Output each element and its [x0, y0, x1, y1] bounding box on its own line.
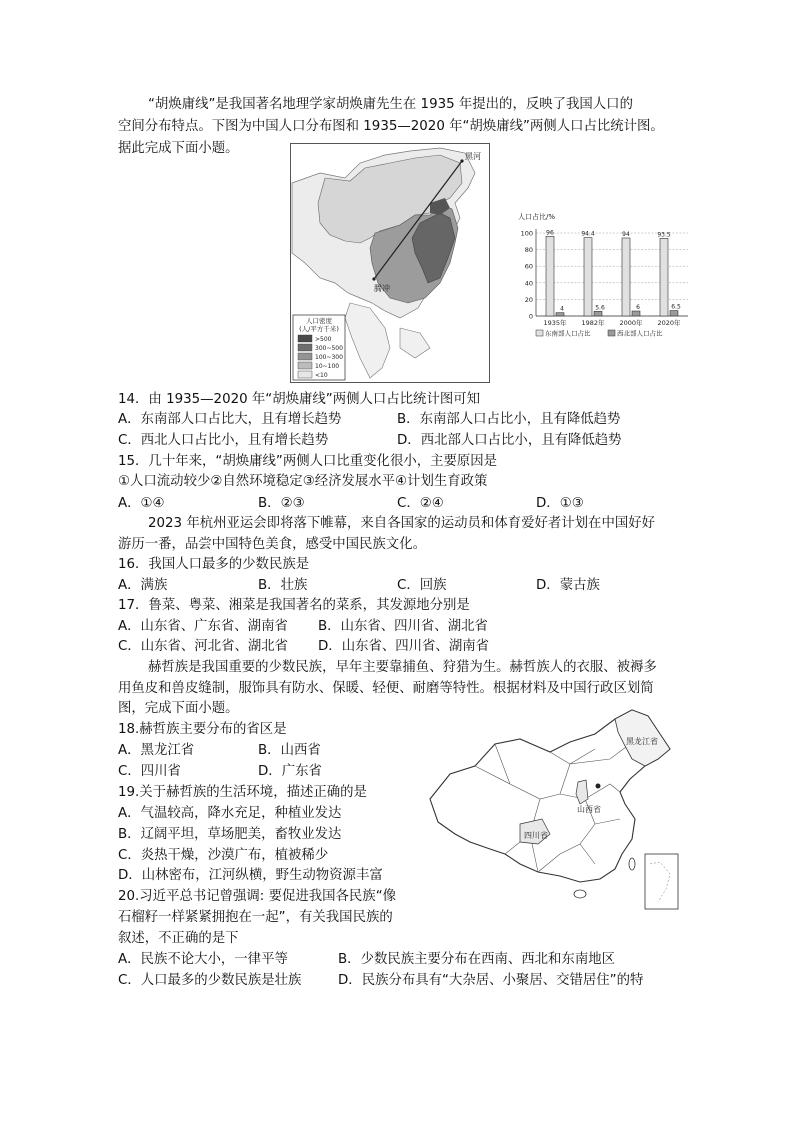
south-china-sea-inset: [645, 854, 678, 909]
legend-swatch: [298, 335, 312, 342]
legend-label: <10: [315, 372, 328, 379]
legend-swatch-southeast: [536, 330, 543, 336]
intro-line-2: 空间分布特点。下图为中国人口分布图和 1935—2020 年“胡焕庸线”两侧人口占比统计图。: [118, 119, 664, 134]
y-tick-label: 80: [524, 246, 533, 255]
x-tick-label: 2000年: [619, 319, 643, 327]
q15-stem: 15．几十年来，“胡焕庸线”两侧人口比重变化很小，主要原因是: [118, 454, 498, 469]
bar-northwest: [594, 311, 602, 316]
q19-option-d[interactable]: D．山林密布，江河纵横，野生动物资源丰富: [118, 868, 383, 883]
hainan-island: [574, 890, 586, 898]
legend-swatch: [298, 353, 312, 360]
bar-northwest: [670, 311, 678, 316]
q16-option-b[interactable]: B．壮族: [258, 578, 308, 593]
q20-stem-line-3: 叙述，不正确的是下: [118, 931, 239, 946]
q20-option-b[interactable]: B．少数民族主要分布在西南、西北和东南地区: [338, 952, 615, 967]
q16-stem: 16．我国人口最多的少数民族是: [118, 557, 310, 572]
chart-bars: [543, 229, 681, 327]
y-tick-label: 20: [524, 295, 533, 304]
q19-stem: 19.关于赫哲族的生活环境，描述正确的是: [118, 785, 367, 800]
q20-option-d[interactable]: D．民族分布具有“大杂居、小聚居、交错居住”的特: [338, 973, 644, 988]
y-tick-label: 100: [520, 229, 533, 238]
q20-stem-line-1: 20.习近平总书记曾强调: 要促进我国各民族“像: [118, 889, 397, 904]
bar-label-southeast: 96: [546, 229, 554, 237]
q17-option-c[interactable]: C．山东省、河北省、湖北省: [118, 639, 289, 654]
label-tengchong: 腾冲: [374, 284, 390, 293]
legend-label: >500: [315, 336, 332, 343]
tengchong-point: [372, 277, 375, 280]
q15-option-b[interactable]: B．②③: [258, 496, 305, 511]
q19-option-a[interactable]: A．气温较高，降水充足，种植业发达: [118, 806, 342, 821]
beijing-marker: [596, 784, 601, 789]
q17-option-b[interactable]: B．山东省、四川省、湖北省: [318, 619, 488, 634]
passage3-line-3: 图，完成下面小题。: [118, 701, 239, 716]
q20-option-c[interactable]: C．人口最多的少数民族是壮族: [118, 973, 302, 988]
bar-label-southeast: 93.5: [657, 231, 671, 239]
q14-option-a[interactable]: A．东南部人口占比大，且有增长趋势: [118, 412, 342, 427]
q19-option-c[interactable]: C．炎热干燥，沙漠广布，植被稀少: [118, 848, 329, 863]
y-tick-label: 60: [524, 262, 533, 271]
bar-label-southeast: 94: [622, 230, 630, 238]
taiwan-island: [629, 858, 635, 870]
intro-line-1: “胡焕庸线”是我国著名地理学家胡焕庸先生在 1935 年提出的，反映了我国人口的: [148, 97, 633, 112]
q16-option-a[interactable]: A．满族: [118, 578, 168, 593]
legend-label-northwest: 西北部人口占比: [617, 329, 663, 338]
chart-legend: [536, 329, 663, 338]
bar-label-northwest: 5.6: [595, 304, 605, 312]
bar-label-southeast: 94.4: [581, 230, 595, 238]
population-density-map: [290, 143, 490, 383]
population-share-chart: [508, 208, 698, 343]
legend-title-2: (人/平方千米): [299, 325, 339, 333]
y-tick-label: 0: [528, 312, 533, 321]
q17-option-a[interactable]: A．山东省、广东省、湖南省: [118, 619, 288, 634]
q18-option-a[interactable]: A．黑龙江省: [118, 743, 195, 758]
y-tick-label: 40: [524, 279, 533, 288]
x-tick-label: 2020年: [657, 319, 681, 327]
legend-label: 300~500: [315, 345, 343, 352]
q19-option-b[interactable]: B．辽阔平坦，草场肥美，畜牧业发达: [118, 827, 342, 842]
q20-option-a[interactable]: A．民族不论大小，一律平等: [118, 952, 288, 967]
q17-stem: 17．鲁菜、粤菜、湘菜是我国著名的菜系，其发源地分别是: [118, 598, 470, 613]
q14-stem: 14．由 1935—2020 年“胡焕庸线”两侧人口占比统计图可知: [118, 392, 481, 407]
q17-option-d[interactable]: D．山东省、四川省、湖南省: [318, 639, 489, 654]
q18-option-b[interactable]: B．山西省: [258, 743, 321, 758]
x-tick-label: 1982年: [581, 319, 605, 327]
q16-option-d[interactable]: D．蒙古族: [536, 578, 600, 593]
q15-option-a[interactable]: A．①④: [118, 496, 165, 511]
chart-ylabel: 人口占比/%: [518, 213, 556, 221]
passage3-line-2: 用鱼皮和兽皮缝制，服饰具有防水、保暖、轻便、耐磨等特性。根据材料及中国行政区划简: [118, 681, 654, 696]
q20-stem-line-2: 石榴籽一样紧紧拥抱在一起”，有关我国民族的: [118, 910, 393, 925]
passage2-line-2: 游历一番，品尝中国特色美食，感受中国民族文化。: [118, 537, 426, 552]
x-tick-label: 1935年: [543, 319, 567, 327]
legend-label: 10~100: [315, 363, 340, 370]
bar-southeast: [622, 238, 630, 316]
legend-title-1: 人口密度: [306, 317, 332, 325]
bar-label-northwest: 6: [636, 304, 640, 312]
bar-southeast: [546, 236, 554, 316]
label-sichuan: 四川省: [524, 831, 548, 840]
q18-option-d[interactable]: D．广东省: [258, 764, 322, 779]
legend-swatch: [298, 344, 312, 351]
q15-items: ①人口流动较少②自然环境稳定③经济发展水平④计划生育政策: [118, 474, 488, 489]
q16-option-c[interactable]: C．回族: [397, 578, 447, 593]
bar-northwest: [556, 313, 564, 316]
q15-option-c[interactable]: C．②④: [397, 496, 444, 511]
passage3-line-1: 赫哲族是我国重要的少数民族，早年主要靠捕鱼、狩猎为生。赫哲族人的衣服、被褥多: [148, 660, 657, 675]
legend-label-southeast: 东南部人口占比: [545, 329, 591, 338]
bar-label-northwest: 6.5: [671, 303, 681, 311]
q15-option-d[interactable]: D．①③: [536, 496, 584, 511]
china-administrative-map: [420, 704, 680, 919]
legend-swatch: [298, 362, 312, 369]
q18-option-c[interactable]: C．四川省: [118, 764, 181, 779]
bar-label-northwest: 4: [560, 305, 564, 313]
passage2-line-1: 2023 年杭州亚运会即将落下帷幕，来自各国家的运动员和体育爱好者计划在中国好好: [148, 516, 656, 531]
label-heihe: 黑河: [465, 152, 481, 161]
bar-southeast: [660, 238, 668, 316]
q14-option-c[interactable]: C．西北人口占比小，且有增长趋势: [118, 433, 329, 448]
heihe-point: [460, 159, 463, 162]
intro-line-3: 据此完成下面小题。: [118, 141, 239, 156]
q14-option-d[interactable]: D．西北部人口占比小，且有降低趋势: [397, 433, 622, 448]
legend-swatch-northwest: [608, 330, 615, 336]
legend-swatch: [298, 371, 312, 378]
bar-northwest: [632, 311, 640, 316]
label-shanxi: 山西省: [577, 805, 601, 814]
legend-label: 100~300: [315, 354, 343, 361]
bar-southeast: [584, 238, 592, 316]
label-heilongjiang: 黑龙江省: [626, 737, 658, 746]
q18-stem: 18.赫哲族主要分布的省区是: [118, 722, 287, 737]
q14-option-b[interactable]: B．东南部人口占比小，且有降低趋势: [397, 412, 621, 427]
